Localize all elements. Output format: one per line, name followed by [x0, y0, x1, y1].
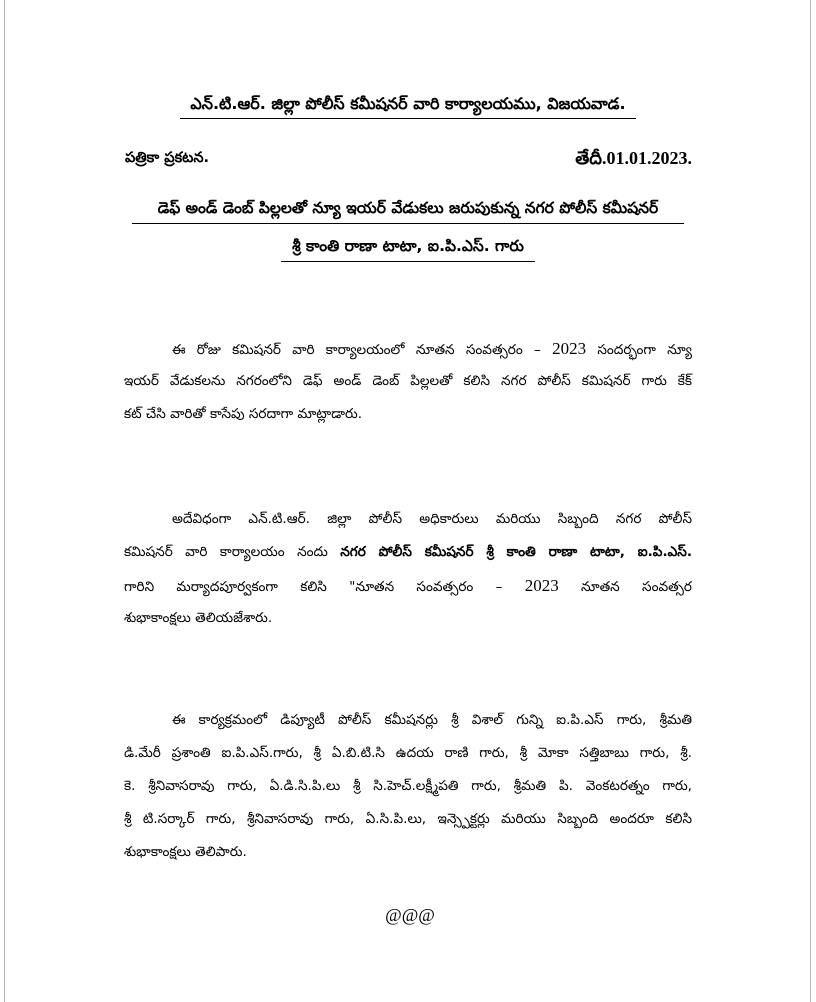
office-heading: ఎన్.టి.ఆర్. జిల్లా పోలీస్ కమీషనర్ వారి కార్యాలయము, విజయవాడ. [180, 92, 636, 119]
subject-title-line-2: శ్రీ కాంతి రాణా టాటా, ఐ.పి.ఎస్. గారు [281, 234, 535, 262]
subject-title-line-1: డెఫ్ అండ్ డెంబ్ పిల్లలతో న్యూ ఇయర్ వేడుకలు జరుపుకున్న నగర పోలీస్ కమీషనర్ [132, 196, 684, 224]
paragraph-line: ఇయర్ వేడుకలను నగరంలోని డెఫ్ అండ్ డెంబ్ పిల్లలతో కలిసి నగర పోలీస్ కమిషనర్ గారు కేక్ [124, 373, 692, 389]
year-number: 2023 [552, 339, 587, 358]
page-border-left [4, 0, 5, 1002]
paragraph-line: ఈ కార్యక్రమంలో డిప్యూటీ పోలీస్ కమీషనర్లు శ్రీ విశాల్ గున్ని ఐ.పి.ఎస్ గారు, శ్రీమతి [172, 712, 692, 728]
text-segment: సందర్భంగా న్యూ [586, 342, 692, 358]
closing-marker: @@@ [385, 905, 435, 925]
paragraph-line: శుభాకాంక్షలు తెలియజేశారు. [124, 610, 273, 626]
text-segment: గారిని మర్యాదపూర్వకంగా కలిసి "నూతన సంవత్సరం – [124, 579, 525, 595]
paragraph-attendees [124, 704, 692, 869]
paragraph-line: అదేవిధంగా ఎన్.టి.ఆర్. జిల్లా పోలీస్ అధికారులు మరియు సిబ్బంది నగర పోలీస్ [172, 511, 692, 527]
paragraph-line [124, 332, 692, 365]
paragraph-line [124, 536, 692, 569]
text-segment: కమిషనర్ వారి కార్యాలయం నందు [124, 544, 341, 560]
commissioner-name-bold: నగర పోలీస్ కమీషనర్ శ్రీ కాంతి రాణా టాటా, ఐ.పి.ఎస్. [340, 544, 692, 560]
text-segment: ఈ రోజు కమిషనర్ వారి కార్యాలయంలో నూతన సంవత్సరం – [172, 342, 553, 358]
text-segment: నూతన సంవత్సర [558, 579, 692, 595]
paragraph-celebration [124, 332, 692, 431]
page-border-right [810, 0, 811, 1002]
paragraph-greetings [124, 503, 692, 635]
paragraph-line: శ్రీ టి.సర్కార్ గారు, శ్రీనివాసరావు గారు, ఏ.సి.పి.లు, ఇన్స్పెక్టర్లు మరియు సిబ్బంది అందరూ కలిసి [124, 811, 692, 827]
paragraph-line: డి.మేరీ ప్రశాంతి ఐ.పి.ఎస్.గారు, శ్రీ ఏ.బి.టి.సి ఉదయ రాణి గారు, శ్రీ మోకా సత్తిబాబు గారు, శ్రీ. [124, 745, 692, 761]
paragraph-line [124, 569, 692, 602]
paragraph-line: కట్ చేసి వారితో కాసేపు సరదాగా మాట్లాడారు. [124, 406, 363, 422]
release-date: తేదీ.01.01.2023. [575, 148, 692, 168]
paragraph-line: శుభాకాంక్షలు తెలిపారు. [124, 844, 247, 860]
press-release-label: పత్రికా ప్రకటన. [125, 150, 210, 166]
paragraph-line: కె. శ్రీనివాసరావు గారు, ఏ.డి.సి.పి.లు శ్రీ సి.హెచ్.లక్ష్మీపతి గారు, శ్రీమతి పి. వెంకటరత్నం గారు, [124, 778, 692, 794]
year-number: 2023 [524, 576, 559, 595]
